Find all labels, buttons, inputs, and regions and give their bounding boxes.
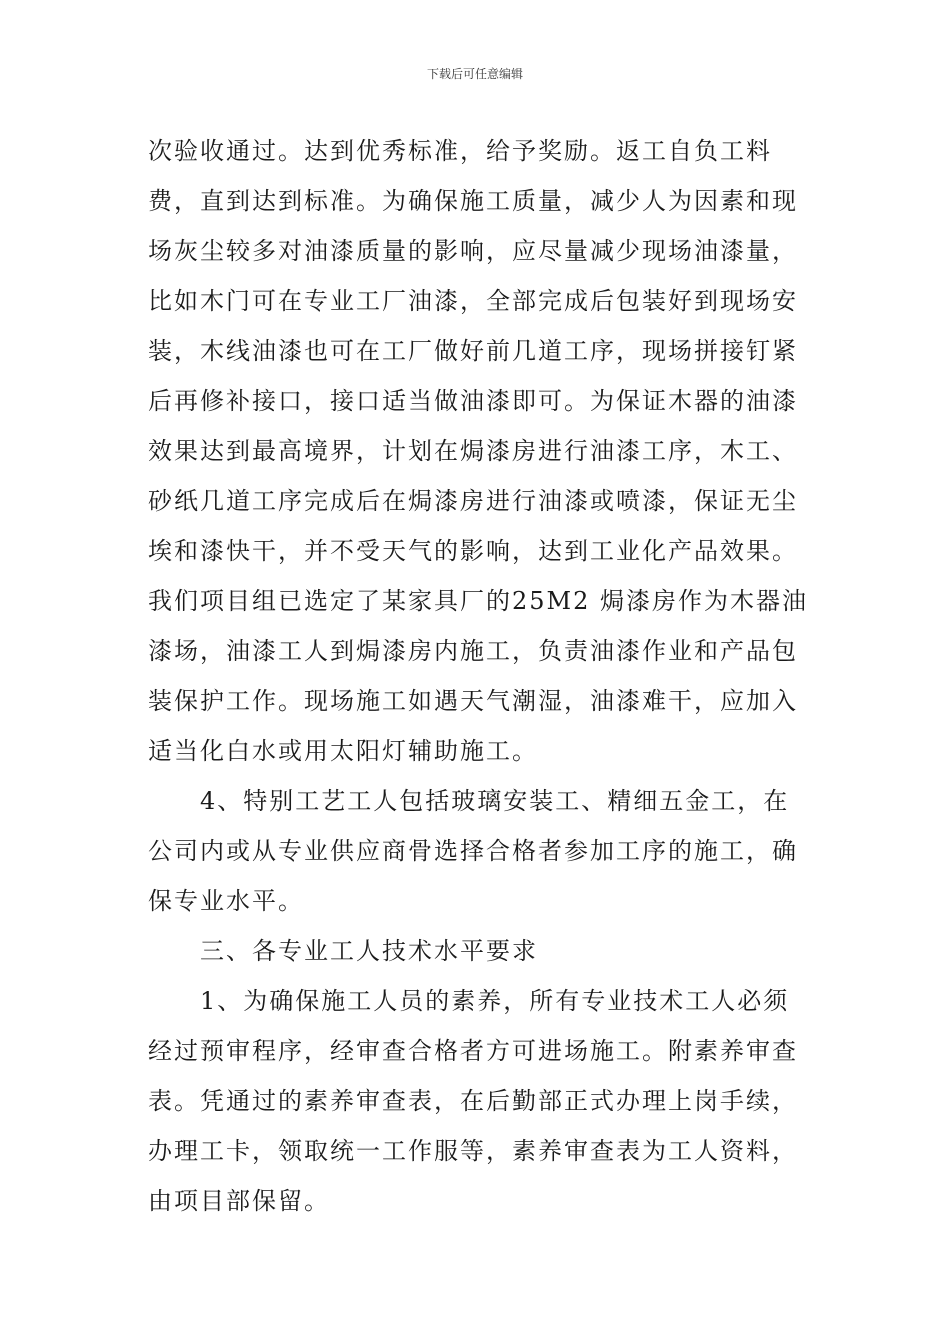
paragraph-item-4: 4、特别工艺工人包括玻璃安装工、精细五金工，在公司内或从专业供应商骨选择合格者参加工序的施工，确保专业水平。 [148, 787, 798, 915]
page-header: 下载后可任意编辑 [426, 67, 523, 81]
paragraph-continuation: 次验收通过。达到优秀标准，给予奖励。返工自负工料费，直到达到标准。为确保施工质量，减少人为因素和现场灰尘较多对油漆质量的影响，应尽量减少现场油漆量，比如木门可在专业工厂油漆，全部完成后包装好到现场安装，木线油漆也可在工厂做好前几道工序，现场拼接钉紧后再修补接口，接口适当做油漆即可。为保证木器的油漆效果达到最高境界，计划在焗漆房进行油漆工序，木工、砂纸几道工序完成后在焗漆房进行油漆或喷漆，保证无尘埃和漆快干，并不受天气的影响，达到工业化产品效果。我们项目组已选定了某家具厂的25M2 焗漆房作为木器油漆场，油漆工人到焗漆房内施工，负责油漆作业和产品包装保护工作。现场施工如遇天气潮湿，油漆难干，应加入适当化白水或用太阳灯辅助施工。 [148, 137, 809, 765]
document-body [148, 126, 808, 1226]
paragraph-item-1: 1、为确保施工人员的素养，所有专业技术工人必须经过预审程序，经审查合格者方可进场施工。附素养审查表。凭通过的素养审查表，在后勤部正式办理上岗手续，办理工卡，领取统一工作服等，素养审查表为工人资料，由项目部保留。 [148, 987, 798, 1215]
section-heading: 三、各专业工人技术水平要求 [200, 937, 538, 965]
